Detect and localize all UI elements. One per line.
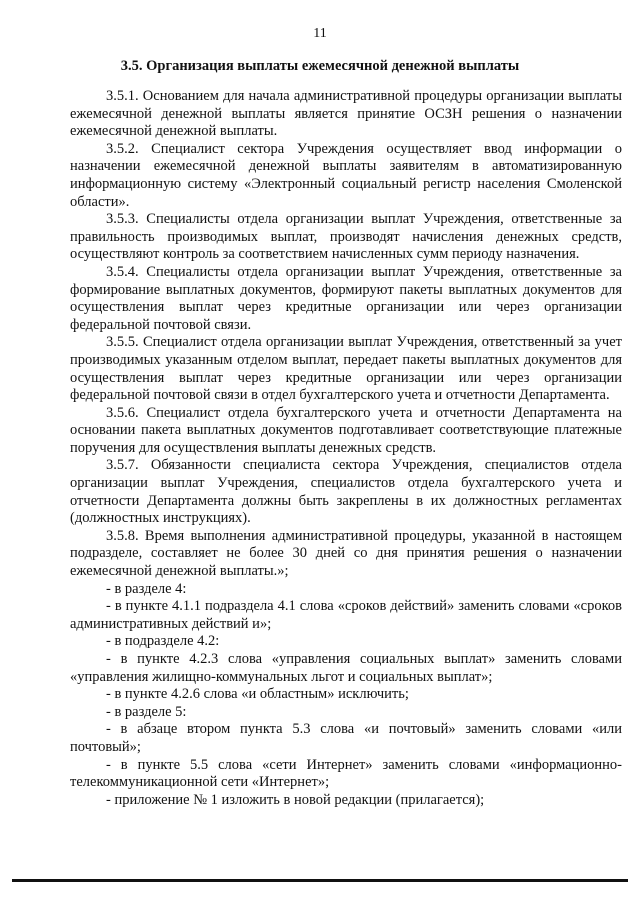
amendment-item: - в пункте 4.2.6 слова «и областным» исключить; — [106, 686, 409, 703]
amendment-item: - приложение № 1 изложить в новой редакции (прилагается); — [106, 791, 485, 808]
document-body — [70, 88, 622, 809]
paragraph-3-5-3: 3.5.3. Специалисты отдела организации выплат Учреждения, ответственные за правильность производимых выплат, производят начисления денежных средств, осуществляют контроль за соответствием начисленных сумм периоду назначения. — [70, 211, 622, 263]
amendment-item: - в подразделе 4.2: — [106, 633, 220, 650]
amendment-item: - в пункте 4.2.3 слова «управления социальных выплат» заменить словами «управления жилищно-коммунальных льгот и социальных выплат»; — [70, 651, 622, 685]
amendment-item: - в пункте 4.1.1 подраздела 4.1 слова «сроков действий» заменить словами «сроков административных действий и»; — [70, 598, 622, 632]
paragraph-3-5-6: 3.5.6. Специалист отдела бухгалтерского учета и отчетности Департамента на основании пакета выплатных документов подготавливает соответствующие платежные поручения для осуществления выплаты денежных средств. — [70, 404, 622, 456]
paragraph-3-5-7: 3.5.7. Обязанности специалиста сектора Учреждения, специалистов отдела организации выплат Учреждения, специалистов отдела бухгалтерского учета и отчетности Департамента должны быть закреплены в их должностных регламентах (должностных инструкциях). — [70, 457, 622, 527]
amendment-item: - в разделе 4: — [106, 580, 187, 597]
bottom-rule — [12, 879, 628, 882]
paragraph-3-5-5: 3.5.5. Специалист отдела организации выплат Учреждения, ответственный за учет производимых указанным отделом выплат, передает пакеты выплатных документов для осуществления выплат через кредитные организации или через организации федеральной почтовой связи в отдел бухгалтерского учета и отчетности Департамента. — [70, 334, 622, 404]
amendment-item: - в разделе 5: — [106, 703, 187, 720]
paragraph-3-5-2: 3.5.2. Специалист сектора Учреждения осуществляет ввод информации о назначении ежемесячной денежной выплаты заявителям в автоматизированную информационную систему «Электронный социальный регистр населения Смоленской области». — [70, 140, 622, 210]
section-heading: 3.5. Организация выплаты ежемесячной денежной выплаты — [120, 58, 520, 74]
paragraph-3-5-1: 3.5.1. Основанием для начала административной процедуры организации выплаты ежемесячной денежной выплаты является принятие ОСЗН решения о назначении ежемесячной денежной выплаты. — [70, 88, 622, 140]
amendment-item: - в абзаце втором пункта 5.3 слова «и почтовый» заменить словами «или почтовый»; — [70, 721, 622, 755]
amendment-item: - в пункте 5.5 слова «сети Интернет» заменить словами «информационно-телекоммуникационной сети «Интернет»; — [70, 756, 622, 791]
page-number: 11 — [313, 26, 327, 41]
paragraph-3-5-4: 3.5.4. Специалисты отдела организации выплат Учреждения, ответственные за формирование выплатных документов, формируют пакеты выплатных документов для осуществления выплат через кредитные организации или через организации федеральной почтовой связи. — [70, 263, 622, 333]
paragraph-3-5-8: 3.5.8. Время выполнения административной процедуры, указанной в настоящем подразделе, составляет не более 30 дней со дня принятия решения о назначении ежемесячной денежной выплаты.»; — [70, 527, 622, 580]
